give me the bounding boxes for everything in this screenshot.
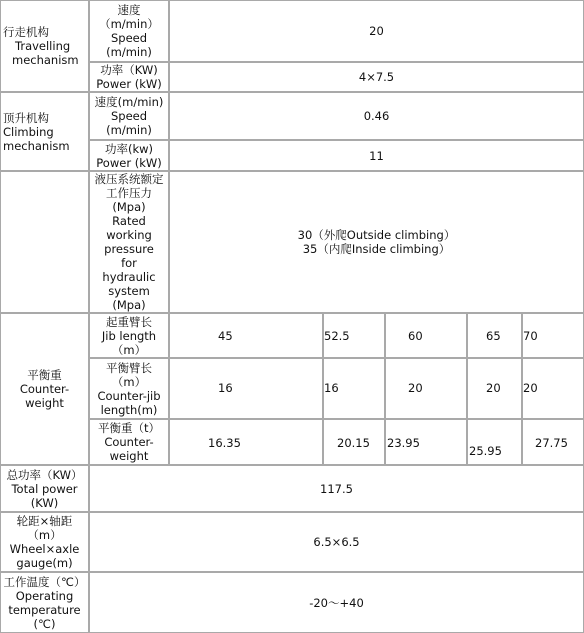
- counter-jib-length-value: 20: [385, 358, 467, 419]
- climbing-speed-label: 速度(m/min) Speed (m/min): [89, 92, 169, 140]
- hydraulic-empty-cell: [0, 171, 89, 313]
- counter-jib-length-value: 16: [323, 358, 385, 419]
- jib-length-value: 60: [385, 313, 467, 358]
- climbing-mechanism-label: 顶升机构 Climbing mechanism: [0, 92, 89, 171]
- counterweight-group-label: 平衡重 Counter- weight: [0, 313, 89, 465]
- jib-length-value: 45: [169, 313, 323, 358]
- travelling-power-label: 功率（KW) Power (kW): [89, 62, 169, 92]
- operating-temperature-value: -20～+40: [89, 572, 584, 633]
- climbing-power-label: 功率(kw) Power (kW): [89, 140, 169, 171]
- wheel-axle-gauge-value: 6.5×6.5: [89, 512, 584, 572]
- counterweight-mass-value: 27.75: [522, 419, 584, 465]
- climbing-power-value: 11: [169, 140, 584, 171]
- counterweight-mass-value: 25.95: [467, 419, 522, 465]
- hydraulic-pressure-label: 液压系统额定 工作压力 (Mpa) Rated working pressure for hydraulic system (Mpa): [89, 171, 169, 313]
- travelling-power-value: 4×7.5: [169, 62, 584, 92]
- counterweight-mass-value: 16.35: [169, 419, 323, 465]
- wheel-axle-gauge-label: 轮距×轴距 （m） Wheel×axle gauge(m): [0, 512, 89, 572]
- counter-jib-length-value: 20: [522, 358, 584, 419]
- jib-length-label: 起重臂长 Jib length （m）: [89, 313, 169, 358]
- operating-temperature-label: 工作温度（℃） Operating temperature (℃): [0, 572, 89, 633]
- total-power-value: 117.5: [89, 465, 584, 512]
- jib-length-value: 52.5: [323, 313, 385, 358]
- counter-jib-length-label: 平衡臂长 （m） Counter-jib length(m): [89, 358, 169, 419]
- counterweight-mass-label: 平衡重（t） Counter- weight: [89, 419, 169, 465]
- travelling-speed-value: 20: [169, 0, 584, 62]
- total-power-label: 总功率（KW） Total power (KW): [0, 465, 89, 512]
- jib-length-value: 65: [467, 313, 522, 358]
- travelling-speed-label: 速度 （m/min） Speed (m/min): [89, 0, 169, 62]
- counterweight-mass-value: 23.95: [385, 419, 467, 465]
- counter-jib-length-value: 20: [467, 358, 522, 419]
- jib-length-value: 70: [522, 313, 584, 358]
- counterweight-mass-value: 20.15: [323, 419, 385, 465]
- counter-jib-length-value: 16: [169, 358, 323, 419]
- climbing-speed-value: 0.46: [169, 92, 584, 140]
- hydraulic-pressure-value: 30（外爬Outside climbing） 35（内爬Inside climbing）: [169, 171, 584, 313]
- travelling-mechanism-label: 行走机构 Travelling mechanism: [0, 0, 89, 92]
